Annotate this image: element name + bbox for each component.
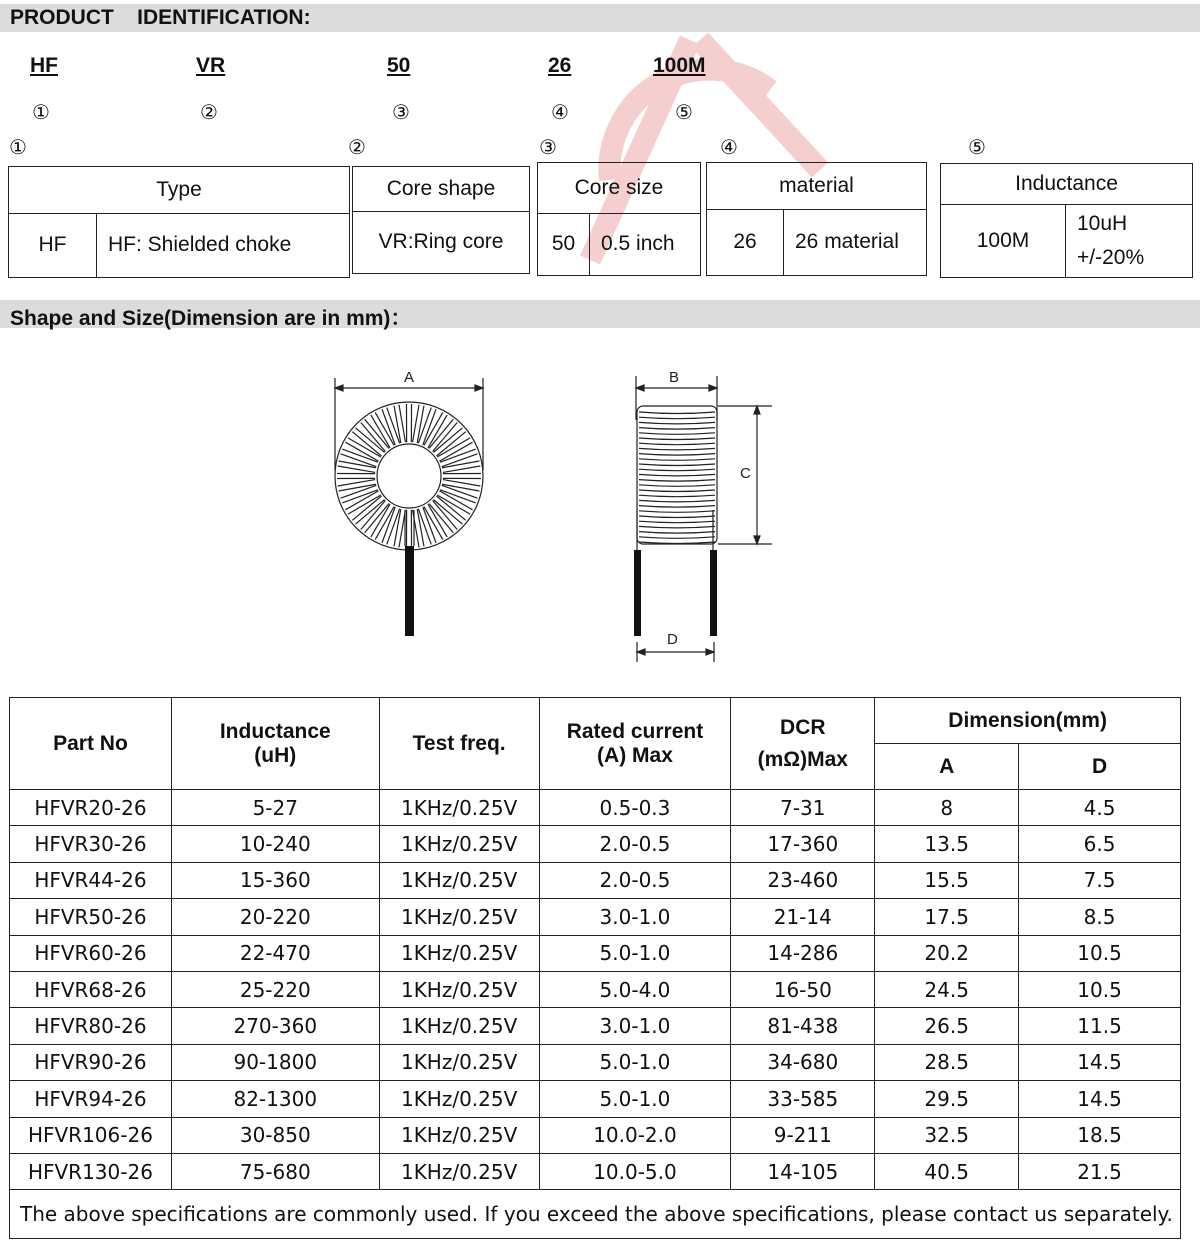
winding-turn	[429, 419, 453, 448]
code-marker-1: ①	[32, 100, 50, 124]
coil-line	[639, 485, 715, 487]
coil-line	[639, 417, 715, 419]
coil-line	[639, 521, 715, 523]
header-line: Inductance	[219, 719, 331, 743]
inductance-desc-line2: +/-20%	[1077, 245, 1145, 269]
material-desc: 26 material	[795, 230, 899, 253]
coil-line	[639, 480, 715, 482]
col-header-dcr	[731, 698, 875, 790]
table-cell: HFVR60-26	[10, 935, 172, 971]
winding-turn	[429, 504, 453, 533]
table-row	[10, 862, 1181, 898]
table-cell: 81-438	[731, 1008, 875, 1044]
table-row	[10, 971, 1181, 1007]
table-cell: HFVR94-26	[10, 1081, 172, 1117]
table-cell: 25-220	[171, 971, 379, 1007]
table-cell: 1KHz/0.25V	[379, 790, 539, 826]
coil-line	[639, 422, 715, 424]
box-marker-1: ①	[9, 135, 27, 159]
type-desc: HF: Shielded choke	[108, 233, 292, 256]
inductance-box	[940, 163, 1193, 278]
shape-size-band	[0, 300, 1200, 328]
core-size-box	[537, 162, 701, 276]
coil-lines	[639, 412, 715, 544]
table-cell: 28.5	[875, 1044, 1019, 1080]
table-cell: 14-286	[731, 935, 875, 971]
table-cell: HFVR50-26	[10, 899, 172, 935]
table-cell: 14-105	[731, 1153, 875, 1189]
table-cell: 5.0-1.0	[539, 935, 731, 971]
table-cell: 13.5	[875, 826, 1019, 862]
type-header: Type	[9, 167, 349, 214]
table-cell: HFVR90-26	[10, 1044, 172, 1080]
table-cell: 0.5-0.3	[539, 790, 731, 826]
table-cell: 32.5	[875, 1117, 1019, 1153]
code-marker-5: ⑤	[675, 100, 693, 124]
code-marker-4: ④	[551, 100, 569, 124]
winding-turn	[365, 504, 389, 533]
table-cell: 15.5	[875, 862, 1019, 898]
table-cell: 3.0-1.0	[539, 1008, 731, 1044]
table-cell: 8.5	[1019, 899, 1181, 935]
header-line: (A) Max	[597, 743, 673, 767]
table-cell: 17.5	[875, 899, 1019, 935]
table-cell: 8	[875, 790, 1019, 826]
table-cell: 6.5	[1019, 826, 1181, 862]
table-row	[10, 1117, 1181, 1153]
coil-line	[639, 490, 715, 492]
table-cell: HFVR80-26	[10, 1008, 172, 1044]
coil-line	[639, 500, 715, 502]
table-cell: 21-14	[731, 899, 875, 935]
table-cell: 20.2	[875, 935, 1019, 971]
table-cell: 10-240	[171, 826, 379, 862]
header-line: (uH)	[254, 743, 297, 767]
table-cell: 20-220	[171, 899, 379, 935]
table-cell: HFVR30-26	[10, 826, 172, 862]
winding-turns	[337, 404, 481, 548]
table-cell: 10.5	[1019, 971, 1181, 1007]
coil-line	[639, 459, 715, 461]
col-header-part-no: Part No	[10, 698, 172, 790]
dim-label-a: A	[404, 369, 415, 386]
table-cell: 90-1800	[171, 1044, 379, 1080]
coil-line	[639, 433, 715, 435]
core-size-header: Core size	[538, 163, 700, 214]
header-line: DCR	[780, 715, 826, 739]
table-cell: 270-360	[171, 1008, 379, 1044]
dim-label-c: C	[740, 465, 751, 482]
table-cell: 3.0-1.0	[539, 899, 731, 935]
table-cell: 1KHz/0.25V	[379, 899, 539, 935]
coil-line	[639, 412, 715, 414]
table-cell: 40.5	[875, 1153, 1019, 1189]
table-cell: 1KHz/0.25V	[379, 1044, 539, 1080]
winding-turn	[437, 496, 466, 520]
coil-line	[639, 469, 715, 471]
type-box	[8, 166, 350, 278]
table-cell: 14.5	[1019, 1081, 1181, 1117]
table-cell: 5.0-1.0	[539, 1044, 731, 1080]
table-cell: 18.5	[1019, 1117, 1181, 1153]
inductance-header: Inductance	[941, 164, 1192, 205]
box-marker-5: ⑤	[968, 135, 986, 159]
toroid-drawing	[320, 360, 800, 670]
table-cell: 2.0-0.5	[539, 862, 731, 898]
table-cell: 26.5	[875, 1008, 1019, 1044]
table-cell: 23-460	[731, 862, 875, 898]
table-cell: 15-360	[171, 862, 379, 898]
core-shape-value: VR:Ring core	[378, 230, 504, 253]
section-title: Shape and Size(Dimension are in mm)：	[10, 307, 412, 330]
table-note: The above specifications are commonly used. If you exceed the above specifications, please contact us separately.	[10, 1190, 1181, 1239]
table-cell: 10.0-5.0	[539, 1153, 731, 1189]
col-header-test-freq: Test freq.	[379, 698, 539, 790]
table-cell: 21.5	[1019, 1153, 1181, 1189]
code-part-50: 50	[387, 54, 411, 77]
table-row	[10, 899, 1181, 935]
product-identification-band	[0, 4, 1200, 32]
table-cell: 30-850	[171, 1117, 379, 1153]
col-header-dim-d: D	[1019, 744, 1181, 790]
table-cell: 1KHz/0.25V	[379, 1153, 539, 1189]
table-cell: 1KHz/0.25V	[379, 935, 539, 971]
coil-line	[639, 511, 715, 513]
coil-line	[639, 428, 715, 430]
box-marker-4: ④	[720, 135, 738, 159]
table-cell: 1KHz/0.25V	[379, 1008, 539, 1044]
col-header-rated-current	[539, 698, 731, 790]
box-marker-2: ②	[348, 135, 366, 159]
material-code: 26	[733, 230, 757, 253]
spec-table-body	[10, 790, 1181, 1190]
table-cell: 22-470	[171, 935, 379, 971]
winding-turn	[352, 432, 381, 456]
inductance-desc-line1: 10uH	[1077, 211, 1128, 235]
coil-line	[639, 532, 715, 534]
coil-line	[639, 443, 715, 445]
table-cell: 17-360	[731, 826, 875, 862]
table-cell: 10.0-2.0	[539, 1117, 731, 1153]
coil-line	[639, 516, 715, 518]
header-line: (mΩ)Max	[757, 747, 848, 771]
table-cell: HFVR130-26	[10, 1153, 172, 1189]
table-row	[10, 935, 1181, 971]
table-cell: 9-211	[731, 1117, 875, 1153]
coil-line	[639, 474, 715, 476]
table-cell: 24.5	[875, 971, 1019, 1007]
table-cell: 2.0-0.5	[539, 826, 731, 862]
material-header: material	[707, 163, 926, 210]
inductance-desc	[1065, 204, 1144, 277]
table-cell: 5.0-4.0	[539, 971, 731, 1007]
table-cell: 1KHz/0.25V	[379, 1081, 539, 1117]
col-header-dimension: Dimension(mm)	[875, 698, 1181, 744]
table-cell: 82-1300	[171, 1081, 379, 1117]
col-header-dim-a: A	[875, 744, 1019, 790]
table-row	[10, 1081, 1181, 1117]
table-cell: HFVR106-26	[10, 1117, 172, 1153]
table-cell: HFVR68-26	[10, 971, 172, 1007]
table-row	[10, 1153, 1181, 1189]
core-shape-header: Core shape	[353, 167, 529, 212]
code-marker-3: ③	[392, 100, 410, 124]
winding-turn	[365, 419, 389, 448]
table-cell: 5.0-1.0	[539, 1081, 731, 1117]
table-cell: 10.5	[1019, 935, 1181, 971]
spec-table	[9, 697, 1181, 1239]
table-cell: 11.5	[1019, 1008, 1181, 1044]
dim-label-d: D	[667, 631, 678, 648]
table-cell: 5-27	[171, 790, 379, 826]
coil-line	[639, 506, 715, 508]
table-cell: 7-31	[731, 790, 875, 826]
code-marker-2: ②	[200, 100, 218, 124]
inductance-code: 100M	[976, 228, 1030, 252]
type-code: HF	[38, 233, 67, 256]
table-cell: HFVR44-26	[10, 862, 172, 898]
dim-label-b: B	[669, 369, 680, 386]
box-marker-3: ③	[539, 135, 557, 159]
coil-line	[639, 448, 715, 450]
col-header-inductance	[171, 698, 379, 790]
table-cell: 75-680	[171, 1153, 379, 1189]
core-size-desc: 0.5 inch	[601, 232, 675, 255]
coil-line	[639, 537, 715, 539]
core-shape-box	[352, 166, 530, 274]
table-cell: 7.5	[1019, 862, 1181, 898]
coil-line	[639, 542, 715, 544]
table-cell: 4.5	[1019, 790, 1181, 826]
coil-line	[639, 526, 715, 528]
winding-turn	[352, 496, 381, 520]
table-row	[10, 1044, 1181, 1080]
table-cell: 16-50	[731, 971, 875, 1007]
section-title: PRODUCT IDENTIFICATION:	[10, 6, 311, 29]
table-cell: 34-680	[731, 1044, 875, 1080]
coil-line	[639, 438, 715, 440]
table-cell: 1KHz/0.25V	[379, 1117, 539, 1153]
table-cell: 33-585	[731, 1081, 875, 1117]
table-cell: 29.5	[875, 1081, 1019, 1117]
table-cell: 1KHz/0.25V	[379, 862, 539, 898]
material-box	[706, 162, 927, 276]
table-row	[10, 1008, 1181, 1044]
table-cell: HFVR20-26	[10, 790, 172, 826]
table-cell: 1KHz/0.25V	[379, 826, 539, 862]
table-cell: 14.5	[1019, 1044, 1181, 1080]
core-size-code: 50	[551, 232, 576, 255]
table-row	[10, 826, 1181, 862]
table-row	[10, 790, 1181, 826]
code-part-26: 26	[548, 54, 572, 77]
table-cell: 1KHz/0.25V	[379, 971, 539, 1007]
winding-turn	[437, 432, 466, 456]
coil-line	[639, 495, 715, 497]
code-part-vr: VR	[196, 54, 226, 77]
coil-line	[639, 454, 715, 456]
coil-line	[639, 464, 715, 466]
header-line: Rated current	[566, 719, 704, 743]
code-part-100m: 100M	[653, 54, 706, 77]
code-part-hf: HF	[30, 54, 58, 77]
